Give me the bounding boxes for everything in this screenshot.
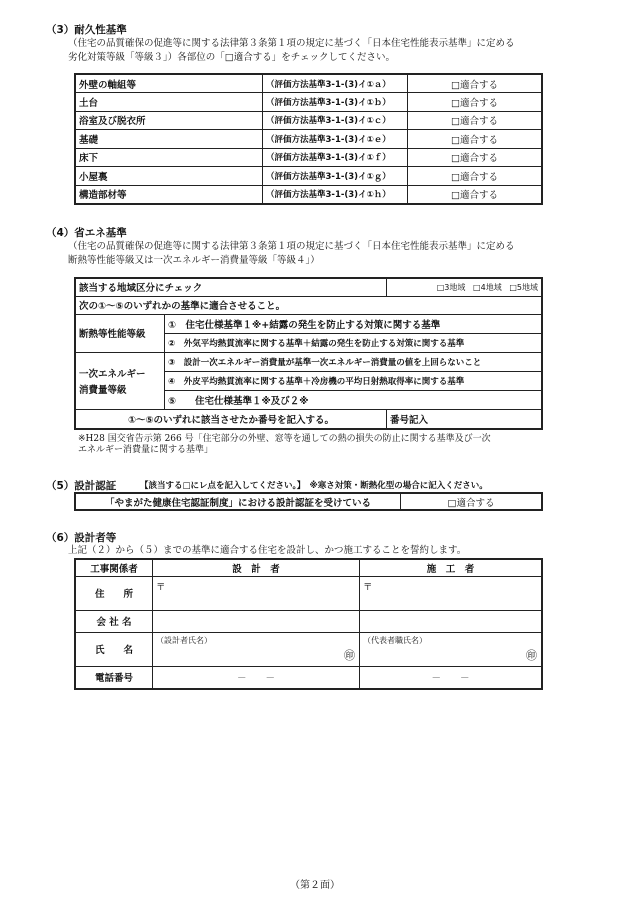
region-4-checkbox[interactable]: □4地域 <box>473 282 502 292</box>
primary-energy-grade-label <box>75 352 165 409</box>
builder-name-hint: （代表者職氏名） <box>363 635 427 645</box>
certification-label: 「やまがた健康住宅認証制度」における設計認証を受けている <box>75 493 401 510</box>
section6-title: （6）設計者等 <box>46 532 117 544</box>
primary-energy-label-line2: 消費量等級 <box>79 384 127 396</box>
evaluation-method: （評価方法基準3-1-(3)イ①ｈ） <box>263 185 408 204</box>
option-2: ② 外気平均熱貫流率に関する基準＋結露の発生を防止する対策に関する基準 <box>165 333 543 352</box>
certification-checkbox[interactable]: □適合する <box>401 493 543 510</box>
conformity-checkbox[interactable]: □適合する <box>408 167 543 186</box>
energy-instruction: 次の①～⑤のいずれかの基準に適合させること。 <box>75 296 542 314</box>
designer-address-field[interactable] <box>153 576 360 610</box>
option-5: ⑤ 住宅仕様基準１※及び２※ <box>165 390 543 409</box>
option-1: ① 住宅仕様基準１※+結露の発生を防止する対策に関する基準 <box>165 314 543 333</box>
region-label: 該当する地域区分にチェック <box>75 278 387 296</box>
option-3: ③ 設計一次エネルギー消費量が基準一次エネルギー消費量の値を上回らないこと <box>165 352 543 371</box>
durability-row <box>75 130 542 149</box>
certification-table <box>74 492 543 511</box>
company-label: 会 社 名 <box>75 610 153 632</box>
primary-energy-label-line1: 一次エネルギー <box>79 368 146 380</box>
part-name: 浴室及び脱衣所 <box>75 111 263 130</box>
region-5-checkbox[interactable]: □5地域 <box>509 282 538 292</box>
designer-name-field[interactable] <box>153 632 360 666</box>
conformity-checkbox[interactable]: □適合する <box>408 130 543 149</box>
evaluation-method: （評価方法基準3-1-(3)イ①ｅ） <box>263 130 408 149</box>
header-parties: 工事関係者 <box>75 559 153 576</box>
postal-mark: 〒 <box>363 581 373 593</box>
part-name: 基礎 <box>75 130 263 149</box>
seal-mark: ㊞ <box>344 648 355 662</box>
seal-mark: ㊞ <box>526 648 537 662</box>
conformity-checkbox[interactable]: □適合する <box>408 185 543 204</box>
conformity-checkbox[interactable]: □適合する <box>408 74 543 93</box>
part-name: 構造部材等 <box>75 185 263 204</box>
energy-note-line1: ※H28 国交省告示第 266 号「住宅部分の外壁、窓等を通しての熱の損失の防止に関する基準及び一次 <box>78 434 491 444</box>
designer-name-hint: （設計者氏名） <box>156 635 212 645</box>
durability-row <box>75 93 542 112</box>
section3-desc-line1: （住宅の品質確保の促進等に関する法律第３条第１項の規定に基づく「日本住宅性能表示基準」に定める <box>68 38 515 49</box>
page-number: （第２面） <box>290 880 340 891</box>
part-name: 小屋裏 <box>75 167 263 186</box>
option-number-instruction: ①～⑤のいずれに該当させたか番号を記入する。 <box>75 409 387 429</box>
evaluation-method: （評価方法基準3-1-(3)イ①ｃ） <box>263 111 408 130</box>
energy-note-line2: エネルギー消費量に関する基準」 <box>78 445 214 455</box>
region-3-checkbox[interactable]: □3地域 <box>436 282 466 292</box>
designer-table <box>74 558 543 690</box>
phone-label: 電話番号 <box>75 666 153 689</box>
section3-title: （3）耐久性基準 <box>46 24 127 36</box>
durability-row <box>75 74 542 93</box>
postal-mark: 〒 <box>156 581 166 593</box>
part-name: 土台 <box>75 93 263 112</box>
builder-company-field[interactable] <box>360 610 543 632</box>
evaluation-method: （評価方法基準3-1-(3)イ①ｇ） <box>263 167 408 186</box>
insulation-grade-label: 断熱等性能等級 <box>75 314 165 352</box>
builder-phone-field[interactable]: － － <box>360 666 543 689</box>
section4-desc-line1: （住宅の品質確保の促進等に関する法律第３条第１項の規定に基づく「日本住宅性能表示基準」に定める <box>68 241 515 252</box>
conformity-checkbox[interactable]: □適合する <box>408 111 543 130</box>
part-name: 床下 <box>75 148 263 167</box>
conformity-checkbox[interactable]: □適合する <box>408 148 543 167</box>
section5-note: 【該当する□にレ点を記入してください。】 ※寒さ対策・断熱化型の場合に記入ください。 <box>140 481 488 491</box>
evaluation-method: （評価方法基準3-1-(3)イ①ａ） <box>263 74 408 93</box>
address-label: 住 所 <box>75 576 153 610</box>
section6-desc: 上記（２）から（５）までの基準に適合する住宅を設計し、かつ施工することを誓約します。 <box>68 545 467 556</box>
durability-row <box>75 185 542 204</box>
durability-row <box>75 111 542 130</box>
name-label: 氏 名 <box>75 632 153 666</box>
energy-table <box>74 277 543 430</box>
designer-company-field[interactable] <box>153 610 360 632</box>
option-number-field[interactable]: 番号記入 <box>387 409 543 429</box>
builder-name-field[interactable] <box>360 632 543 666</box>
region-options <box>387 278 543 296</box>
option-4: ④ 外皮平均熱貫流率に関する基準＋冷房機の平均日射熱取得率に関する基準 <box>165 371 543 390</box>
section3-desc-line2: 劣化対策等級「等級３」）各部位の「□適合する」をチェックしてください。 <box>68 52 395 63</box>
evaluation-method: （評価方法基準3-1-(3)イ①ｂ） <box>263 93 408 112</box>
section4-title: （4）省エネ基準 <box>46 227 127 239</box>
durability-table <box>74 73 543 205</box>
evaluation-method: （評価方法基準3-1-(3)イ①ｆ） <box>263 148 408 167</box>
durability-row <box>75 148 542 167</box>
header-builder: 施 工 者 <box>360 559 543 576</box>
durability-row <box>75 167 542 186</box>
part-name: 外壁の軸組等 <box>75 74 263 93</box>
conformity-checkbox[interactable]: □適合する <box>408 93 543 112</box>
header-designer: 設 計 者 <box>153 559 360 576</box>
builder-address-field[interactable] <box>360 576 543 610</box>
section4-desc-line2: 断熱等性能等級又は一次エネルギー消費量等級「等級４」） <box>68 255 320 266</box>
section5-title: （5）設計認証 <box>46 480 117 492</box>
designer-phone-field[interactable]: － － <box>153 666 360 689</box>
